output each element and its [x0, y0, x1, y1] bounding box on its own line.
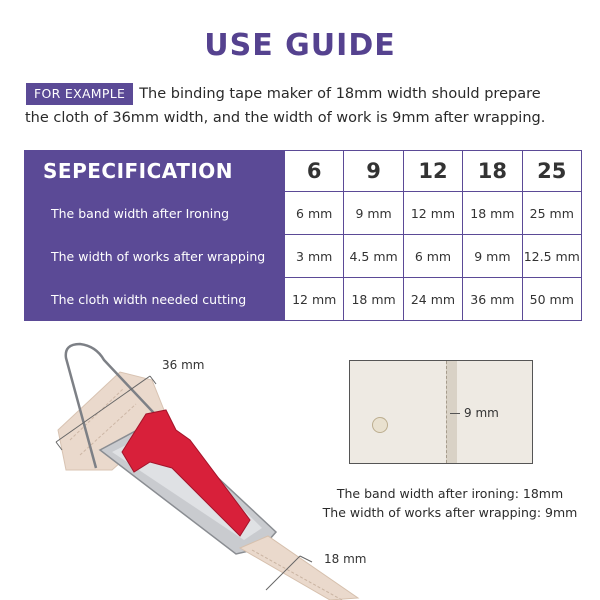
size-header: 6	[285, 151, 344, 192]
caption-line2: The width of works after wrapping: 9mm	[322, 505, 578, 520]
folded-strip	[446, 361, 457, 463]
table-cell: 6 mm	[403, 235, 462, 278]
label-36mm: 36 mm	[162, 358, 205, 372]
table-cell: 12 mm	[285, 278, 344, 321]
table-cell: 4.5 mm	[344, 235, 403, 278]
table-row	[25, 192, 582, 235]
label-9mm-text: 9 mm	[464, 406, 499, 420]
table-cell: 9 mm	[344, 192, 403, 235]
fabric-tape-narrow	[240, 536, 358, 600]
row-label: The cloth width needed cutting	[25, 278, 285, 321]
size-header: 25	[522, 151, 581, 192]
table-header-title: SEPECIFICATION	[25, 151, 285, 192]
table-row	[25, 235, 582, 278]
row-label: The width of works after wrapping	[25, 235, 285, 278]
table-cell: 24 mm	[403, 278, 462, 321]
table-cell: 36 mm	[463, 278, 522, 321]
example-badge: FOR EXAMPLE	[26, 83, 133, 105]
label-18mm: 18 mm	[324, 552, 367, 566]
table-cell: 3 mm	[285, 235, 344, 278]
specification-table	[24, 150, 582, 321]
table-cell: 50 mm	[522, 278, 581, 321]
table-header-row	[25, 151, 582, 192]
label-9mm	[464, 406, 499, 420]
table-cell: 12.5 mm	[522, 235, 581, 278]
row-label: The band width after Ironing	[25, 192, 285, 235]
table-row	[25, 278, 582, 321]
page-title: USE GUIDE	[204, 28, 396, 63]
size-header: 9	[344, 151, 403, 192]
example-text-line2: the cloth of 36mm width, and the width of work is 9mm after wrapping.	[25, 110, 546, 126]
example-text-line1: The binding tape maker of 18mm width should prepare	[139, 86, 541, 102]
table-cell: 12 mm	[403, 192, 462, 235]
size-header: 12	[403, 151, 462, 192]
table-cell: 18 mm	[344, 278, 403, 321]
table-cell: 9 mm	[463, 235, 522, 278]
table-cell: 6 mm	[285, 192, 344, 235]
caption-line1: The band width after ironing: 18mm	[336, 486, 564, 501]
table-cell: 18 mm	[463, 192, 522, 235]
fabric-swatch-box	[349, 360, 533, 464]
table-cell: 25 mm	[522, 192, 581, 235]
example-section	[26, 82, 586, 130]
measure-tick	[450, 413, 460, 414]
button-icon	[372, 417, 388, 433]
size-header: 18	[463, 151, 522, 192]
